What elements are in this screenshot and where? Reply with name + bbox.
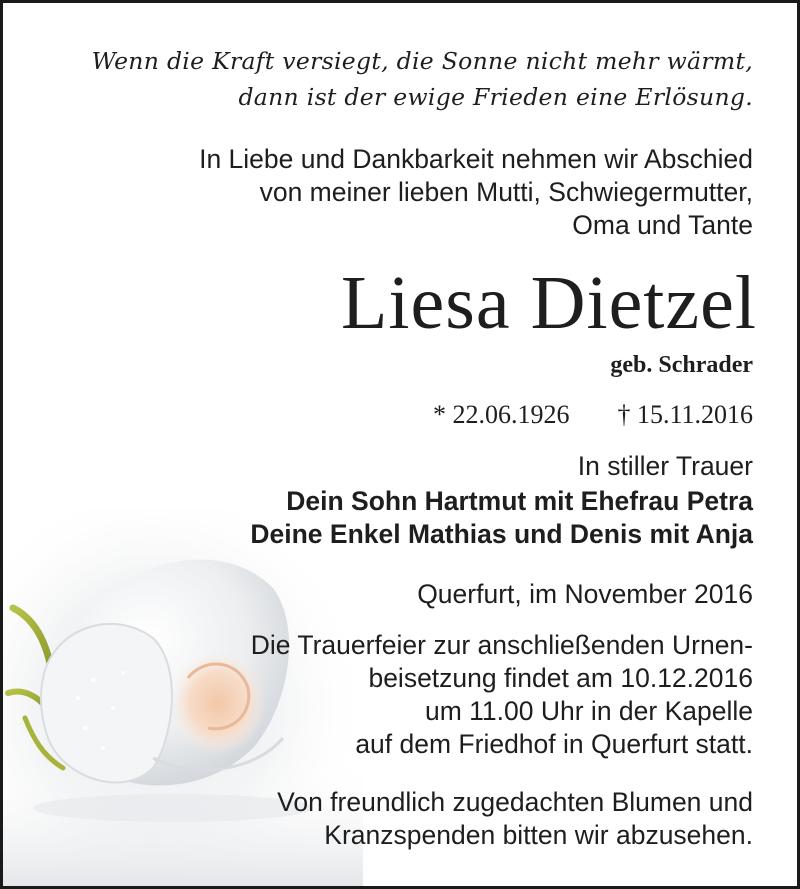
motto	[92, 43, 753, 115]
service-line: auf dem Friedhof in Querfurt statt.	[355, 729, 753, 759]
mourners-list	[250, 485, 753, 551]
service-line: Die Trauerfeier zur anschließenden Urnen-	[250, 630, 753, 660]
deceased-name: Liesa Dietzel	[340, 261, 757, 345]
place-date: Querfurt, im November 2016	[417, 579, 753, 609]
mourning-label: In stiller Trauer	[577, 451, 753, 481]
mourner-line: Dein Sohn Hartmut mit Ehefrau Petra	[286, 486, 753, 516]
farewell-intro	[199, 143, 753, 242]
flower-request	[277, 786, 753, 852]
service-line: um 11.00 Uhr in der Kapelle	[424, 696, 753, 726]
funeral-service-info	[251, 629, 753, 761]
request-line: Kranzspenden bitten wir abzusehen.	[324, 820, 753, 850]
service-line: beisetzung findet am 10.12.2016	[368, 663, 753, 693]
intro-line: Oma und Tante	[572, 210, 753, 240]
intro-line: von meiner lieben Mutti, Schwiegermutter,	[259, 177, 753, 207]
birth-date: * 22.06.1926	[432, 400, 570, 429]
motto-line: dann ist der ewige Frieden eine Erlösung.	[238, 83, 753, 111]
request-line: Von freundlich zugedachten Blumen und	[277, 787, 753, 817]
mourner-line: Deine Enkel Mathias und Denis mit Anja	[250, 519, 753, 549]
maiden-name: geb. Schrader	[610, 352, 753, 378]
intro-line: In Liebe und Dankbarkeit nehmen wir Abschied	[199, 144, 753, 174]
motto-line: Wenn die Kraft versiegt, die Sonne nicht mehr wärmt,	[91, 47, 753, 75]
death-date: † 15.11.2016	[617, 400, 753, 429]
life-dates	[433, 397, 753, 433]
